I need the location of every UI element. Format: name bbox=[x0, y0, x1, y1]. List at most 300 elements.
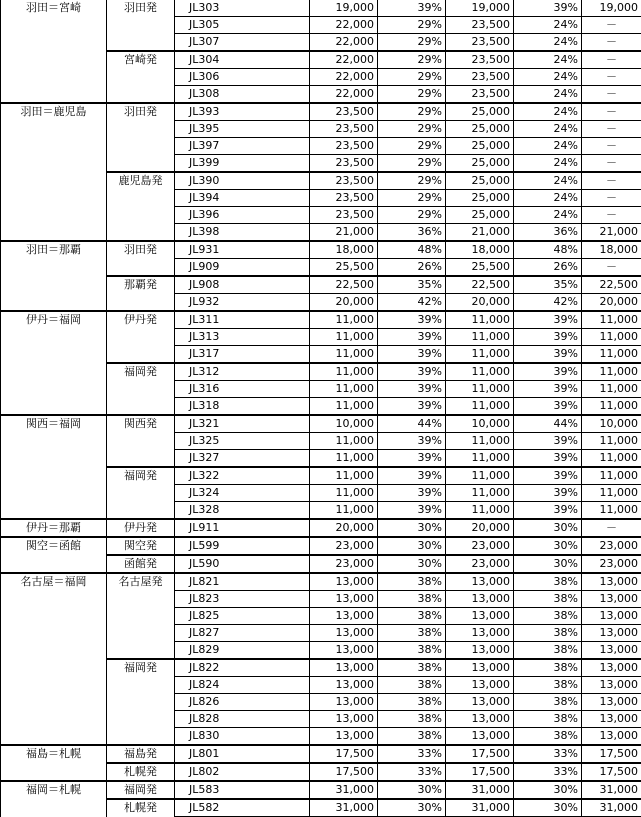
discount-rate: 39% bbox=[378, 329, 446, 346]
fare-value: 11,000 bbox=[310, 329, 378, 346]
fare-value: 13,000 bbox=[446, 591, 514, 608]
route-name: 羽田＝宮崎 bbox=[1, 0, 107, 103]
fare-value: 13,000 bbox=[310, 642, 378, 660]
discount-rate: 30% bbox=[514, 519, 582, 537]
direction-name: 那覇発 bbox=[107, 276, 175, 311]
direction-name: 伊丹発 bbox=[107, 311, 175, 363]
fare-value: 11,000 bbox=[446, 450, 514, 468]
route-name: 福岡＝札幌 bbox=[1, 781, 107, 817]
flight-number: JL909 bbox=[175, 259, 310, 277]
flight-number: JL307 bbox=[175, 34, 310, 52]
fare-value: 18,000 bbox=[310, 241, 378, 259]
route-name: 名古屋＝福岡 bbox=[1, 573, 107, 745]
flight-number: JL824 bbox=[175, 677, 310, 694]
discount-rate: 38% bbox=[514, 659, 582, 677]
flight-number: JL306 bbox=[175, 69, 310, 86]
fare-value: 25,000 bbox=[446, 138, 514, 155]
fare-value: 25,000 bbox=[446, 172, 514, 190]
discount-rate: 24% bbox=[514, 51, 582, 69]
fare-value: 21,000 bbox=[582, 224, 641, 242]
fare-value: 11,000 bbox=[446, 398, 514, 416]
table-row bbox=[1, 415, 641, 433]
fare-value: 25,000 bbox=[446, 121, 514, 138]
discount-rate: 35% bbox=[514, 276, 582, 294]
discount-rate: 29% bbox=[378, 86, 446, 104]
fare-value: 11,000 bbox=[446, 329, 514, 346]
fare-value: 23,500 bbox=[446, 51, 514, 69]
discount-rate: 29% bbox=[378, 103, 446, 121]
fare-value: 11,000 bbox=[310, 485, 378, 502]
fare-value: 11,000 bbox=[446, 346, 514, 364]
fare-value: 13,000 bbox=[310, 573, 378, 591]
discount-rate: 29% bbox=[378, 207, 446, 224]
discount-rate: 39% bbox=[378, 398, 446, 416]
direction-name: 関空発 bbox=[107, 537, 175, 555]
fare-value: 13,000 bbox=[582, 608, 641, 625]
discount-rate: 24% bbox=[514, 121, 582, 138]
fare-value: 31,000 bbox=[310, 799, 378, 817]
flight-number: JL583 bbox=[175, 781, 310, 799]
fare-value: 11,000 bbox=[310, 363, 378, 381]
flight-number: JL325 bbox=[175, 433, 310, 450]
discount-rate: 38% bbox=[378, 608, 446, 625]
fare-value: 11,000 bbox=[582, 381, 641, 398]
discount-rate: 38% bbox=[514, 608, 582, 625]
fare-value: － bbox=[582, 172, 641, 190]
discount-rate: 30% bbox=[514, 781, 582, 799]
direction-name: 福岡発 bbox=[107, 467, 175, 519]
fare-value: 13,000 bbox=[582, 677, 641, 694]
flight-number: JL318 bbox=[175, 398, 310, 416]
fare-value: 13,000 bbox=[582, 573, 641, 591]
fare-value: 31,000 bbox=[446, 781, 514, 799]
discount-rate: 48% bbox=[514, 241, 582, 259]
fare-value: 19,000 bbox=[446, 0, 514, 17]
fare-value: 11,000 bbox=[582, 363, 641, 381]
flight-number: JL823 bbox=[175, 591, 310, 608]
fare-value: 13,000 bbox=[582, 591, 641, 608]
direction-name: 函館発 bbox=[107, 555, 175, 573]
discount-rate: 30% bbox=[378, 519, 446, 537]
direction-name: 羽田発 bbox=[107, 0, 175, 51]
direction-name: 伊丹発 bbox=[107, 519, 175, 537]
fare-value: 11,000 bbox=[446, 363, 514, 381]
fare-value: 13,000 bbox=[582, 642, 641, 660]
route-name: 羽田＝鹿児島 bbox=[1, 103, 107, 241]
discount-rate: 24% bbox=[514, 172, 582, 190]
flight-number: JL827 bbox=[175, 625, 310, 642]
flight-number: JL390 bbox=[175, 172, 310, 190]
flight-number: JL911 bbox=[175, 519, 310, 537]
direction-name: 名古屋発 bbox=[107, 573, 175, 659]
discount-rate: 39% bbox=[378, 467, 446, 485]
fare-value: 17,500 bbox=[582, 763, 641, 781]
fare-value: 11,000 bbox=[310, 381, 378, 398]
table-row bbox=[1, 537, 641, 555]
discount-rate: 24% bbox=[514, 138, 582, 155]
flight-number: JL399 bbox=[175, 155, 310, 173]
discount-rate: 39% bbox=[378, 363, 446, 381]
flight-number: JL825 bbox=[175, 608, 310, 625]
fare-value: 13,000 bbox=[582, 659, 641, 677]
discount-rate: 39% bbox=[514, 0, 582, 17]
flight-number: JL397 bbox=[175, 138, 310, 155]
direction-name: 羽田発 bbox=[107, 241, 175, 276]
fare-value: 13,000 bbox=[310, 728, 378, 746]
discount-rate: 42% bbox=[378, 294, 446, 312]
fare-value: 23,500 bbox=[446, 17, 514, 34]
fare-value: 25,500 bbox=[446, 259, 514, 277]
fare-value: 10,000 bbox=[310, 415, 378, 433]
discount-rate: 44% bbox=[378, 415, 446, 433]
route-name: 関西＝福岡 bbox=[1, 415, 107, 519]
fare-value: 20,000 bbox=[582, 294, 641, 312]
table-row bbox=[1, 745, 641, 763]
discount-rate: 26% bbox=[378, 259, 446, 277]
fare-value: 13,000 bbox=[310, 711, 378, 728]
discount-rate: 38% bbox=[514, 728, 582, 746]
fare-value: 23,000 bbox=[310, 555, 378, 573]
flight-number: JL822 bbox=[175, 659, 310, 677]
fare-value: 19,000 bbox=[582, 0, 641, 17]
fare-value: 10,000 bbox=[582, 415, 641, 433]
fare-value: 23,000 bbox=[446, 555, 514, 573]
fare-value: 11,000 bbox=[582, 502, 641, 520]
fare-value: 13,000 bbox=[446, 677, 514, 694]
discount-rate: 38% bbox=[514, 573, 582, 591]
table-row bbox=[1, 241, 641, 259]
fare-value: 31,000 bbox=[310, 781, 378, 799]
discount-rate: 39% bbox=[514, 467, 582, 485]
discount-rate: 30% bbox=[378, 799, 446, 817]
fare-value: 11,000 bbox=[582, 329, 641, 346]
flight-number: JL305 bbox=[175, 17, 310, 34]
fare-value: 23,000 bbox=[310, 537, 378, 555]
fare-value: 21,000 bbox=[446, 224, 514, 242]
discount-rate: 39% bbox=[378, 485, 446, 502]
fare-value: 11,000 bbox=[582, 467, 641, 485]
fare-value: 11,000 bbox=[446, 311, 514, 329]
flight-number: JL308 bbox=[175, 86, 310, 104]
fare-value: 31,000 bbox=[446, 799, 514, 817]
route-name: 関空＝函館 bbox=[1, 537, 107, 573]
discount-rate: 29% bbox=[378, 69, 446, 86]
discount-rate: 39% bbox=[514, 485, 582, 502]
fare-value: 23,500 bbox=[446, 86, 514, 104]
discount-rate: 39% bbox=[378, 0, 446, 17]
fare-value: 13,000 bbox=[582, 728, 641, 746]
discount-rate: 24% bbox=[514, 103, 582, 121]
flight-number: JL828 bbox=[175, 711, 310, 728]
fare-value: 19,000 bbox=[310, 0, 378, 17]
fare-value: 22,500 bbox=[310, 276, 378, 294]
discount-rate: 35% bbox=[378, 276, 446, 294]
discount-rate: 24% bbox=[514, 34, 582, 52]
flight-number: JL394 bbox=[175, 190, 310, 207]
flight-number: JL328 bbox=[175, 502, 310, 520]
fare-value: 22,000 bbox=[310, 69, 378, 86]
fare-value: 22,000 bbox=[310, 17, 378, 34]
fare-value: 23,000 bbox=[582, 537, 641, 555]
flight-number: JL801 bbox=[175, 745, 310, 763]
direction-name: 羽田発 bbox=[107, 103, 175, 172]
direction-name: 福岡発 bbox=[107, 781, 175, 799]
fare-value: － bbox=[582, 34, 641, 52]
fare-value: 22,500 bbox=[446, 276, 514, 294]
discount-rate: 38% bbox=[378, 591, 446, 608]
fare-value: 13,000 bbox=[446, 659, 514, 677]
discount-rate: 39% bbox=[378, 311, 446, 329]
discount-rate: 38% bbox=[514, 711, 582, 728]
discount-rate: 38% bbox=[378, 625, 446, 642]
fare-value: 23,000 bbox=[582, 555, 641, 573]
fare-value: 13,000 bbox=[582, 711, 641, 728]
fare-value: 20,000 bbox=[310, 294, 378, 312]
discount-rate: 30% bbox=[514, 555, 582, 573]
fare-value: 13,000 bbox=[582, 625, 641, 642]
discount-rate: 30% bbox=[378, 537, 446, 555]
route-name: 羽田＝那覇 bbox=[1, 241, 107, 311]
fare-value: 11,000 bbox=[446, 467, 514, 485]
discount-rate: 38% bbox=[378, 642, 446, 660]
fare-value: 23,500 bbox=[310, 155, 378, 173]
table-row bbox=[1, 573, 641, 591]
fare-value: 13,000 bbox=[446, 608, 514, 625]
fare-value: 22,000 bbox=[310, 51, 378, 69]
fare-value: 25,000 bbox=[446, 103, 514, 121]
discount-rate: 39% bbox=[514, 398, 582, 416]
fare-value: 13,000 bbox=[446, 694, 514, 711]
direction-name: 関西発 bbox=[107, 415, 175, 467]
direction-name: 福岡発 bbox=[107, 363, 175, 415]
discount-rate: 39% bbox=[378, 502, 446, 520]
fare-value: 11,000 bbox=[582, 346, 641, 364]
route-name: 伊丹＝福岡 bbox=[1, 311, 107, 415]
discount-rate: 24% bbox=[514, 17, 582, 34]
flight-number: JL829 bbox=[175, 642, 310, 660]
discount-rate: 38% bbox=[514, 591, 582, 608]
fare-value: 13,000 bbox=[446, 728, 514, 746]
fare-value: 13,000 bbox=[310, 591, 378, 608]
discount-rate: 39% bbox=[514, 450, 582, 468]
table-row bbox=[1, 311, 641, 329]
direction-name: 札幌発 bbox=[107, 799, 175, 817]
flight-number: JL311 bbox=[175, 311, 310, 329]
discount-rate: 29% bbox=[378, 34, 446, 52]
fare-value: 23,000 bbox=[446, 537, 514, 555]
fare-value: 22,000 bbox=[310, 34, 378, 52]
fare-value: 11,000 bbox=[446, 381, 514, 398]
flight-number: JL322 bbox=[175, 467, 310, 485]
discount-rate: 48% bbox=[378, 241, 446, 259]
direction-name: 宮崎発 bbox=[107, 51, 175, 103]
fare-value: 23,500 bbox=[446, 34, 514, 52]
fare-value: 13,000 bbox=[446, 642, 514, 660]
fare-value: 13,000 bbox=[446, 573, 514, 591]
discount-rate: 42% bbox=[514, 294, 582, 312]
flight-number: JL396 bbox=[175, 207, 310, 224]
discount-rate: 39% bbox=[378, 450, 446, 468]
fare-value: － bbox=[582, 190, 641, 207]
discount-rate: 29% bbox=[378, 190, 446, 207]
flight-number: JL304 bbox=[175, 51, 310, 69]
fare-value: 20,000 bbox=[446, 294, 514, 312]
discount-rate: 39% bbox=[514, 346, 582, 364]
fare-value: － bbox=[582, 69, 641, 86]
flight-number: JL324 bbox=[175, 485, 310, 502]
flight-number: JL327 bbox=[175, 450, 310, 468]
flight-number: JL312 bbox=[175, 363, 310, 381]
fare-value: － bbox=[582, 259, 641, 277]
route-name: 福島＝札幌 bbox=[1, 745, 107, 781]
discount-rate: 39% bbox=[378, 433, 446, 450]
fare-value: 23,500 bbox=[310, 121, 378, 138]
discount-rate: 39% bbox=[514, 311, 582, 329]
fare-value: 22,500 bbox=[582, 276, 641, 294]
fare-value: 31,000 bbox=[582, 799, 641, 817]
fare-value: － bbox=[582, 51, 641, 69]
fare-value: 17,500 bbox=[446, 763, 514, 781]
discount-rate: 38% bbox=[378, 659, 446, 677]
discount-rate: 29% bbox=[378, 138, 446, 155]
discount-rate: 39% bbox=[514, 329, 582, 346]
fare-value: 20,000 bbox=[446, 519, 514, 537]
table-row bbox=[1, 781, 641, 799]
fare-value: 11,000 bbox=[310, 346, 378, 364]
fare-value: 17,500 bbox=[310, 763, 378, 781]
discount-rate: 24% bbox=[514, 190, 582, 207]
discount-rate: 24% bbox=[514, 207, 582, 224]
fare-value: 11,000 bbox=[446, 485, 514, 502]
flight-number: JL590 bbox=[175, 555, 310, 573]
direction-name: 福島発 bbox=[107, 745, 175, 763]
flight-number: JL582 bbox=[175, 799, 310, 817]
fare-value: 25,000 bbox=[446, 207, 514, 224]
fare-value: － bbox=[582, 103, 641, 121]
fare-value: 11,000 bbox=[310, 433, 378, 450]
discount-rate: 39% bbox=[378, 381, 446, 398]
fare-value: 13,000 bbox=[310, 694, 378, 711]
flight-number: JL932 bbox=[175, 294, 310, 312]
fare-value: － bbox=[582, 138, 641, 155]
discount-rate: 30% bbox=[514, 799, 582, 817]
table-row bbox=[1, 0, 641, 17]
fare-value: 11,000 bbox=[446, 502, 514, 520]
discount-rate: 36% bbox=[378, 224, 446, 242]
fare-value: 23,500 bbox=[310, 172, 378, 190]
discount-rate: 38% bbox=[514, 677, 582, 694]
fare-value: － bbox=[582, 17, 641, 34]
fare-value: 11,000 bbox=[582, 311, 641, 329]
direction-name: 福岡発 bbox=[107, 659, 175, 745]
fare-value: 13,000 bbox=[446, 625, 514, 642]
discount-rate: 38% bbox=[378, 728, 446, 746]
flight-number: JL802 bbox=[175, 763, 310, 781]
discount-rate: 29% bbox=[378, 155, 446, 173]
fare-value: 25,000 bbox=[446, 155, 514, 173]
flight-number: JL821 bbox=[175, 573, 310, 591]
discount-rate: 44% bbox=[514, 415, 582, 433]
flight-number: JL316 bbox=[175, 381, 310, 398]
fare-value: 11,000 bbox=[446, 433, 514, 450]
route-name: 伊丹＝那覇 bbox=[1, 519, 107, 537]
fare-value: 25,500 bbox=[310, 259, 378, 277]
fare-value: 20,000 bbox=[310, 519, 378, 537]
fare-value: 17,500 bbox=[582, 745, 641, 763]
fare-value: 11,000 bbox=[310, 502, 378, 520]
discount-rate: 30% bbox=[514, 537, 582, 555]
fare-value: 13,000 bbox=[310, 659, 378, 677]
fare-value: 17,500 bbox=[446, 745, 514, 763]
direction-name: 札幌発 bbox=[107, 763, 175, 781]
discount-rate: 36% bbox=[514, 224, 582, 242]
discount-rate: 33% bbox=[514, 745, 582, 763]
discount-rate: 38% bbox=[378, 573, 446, 591]
fare-value: － bbox=[582, 207, 641, 224]
fare-value: 11,000 bbox=[310, 398, 378, 416]
discount-rate: 30% bbox=[378, 555, 446, 573]
discount-rate: 26% bbox=[514, 259, 582, 277]
fare-value: － bbox=[582, 121, 641, 138]
flight-number: JL303 bbox=[175, 0, 310, 17]
fare-value: 23,500 bbox=[310, 138, 378, 155]
fare-value: 11,000 bbox=[582, 398, 641, 416]
fare-value: 23,500 bbox=[310, 103, 378, 121]
fare-value: 11,000 bbox=[310, 450, 378, 468]
discount-rate: 33% bbox=[514, 763, 582, 781]
fare-value: 13,000 bbox=[446, 711, 514, 728]
fare-value: 11,000 bbox=[310, 311, 378, 329]
fare-value: 10,000 bbox=[446, 415, 514, 433]
fare-value: 11,000 bbox=[582, 433, 641, 450]
flight-number: JL321 bbox=[175, 415, 310, 433]
discount-rate: 30% bbox=[378, 781, 446, 799]
fare-value: － bbox=[582, 519, 641, 537]
discount-rate: 29% bbox=[378, 172, 446, 190]
fare-value: 13,000 bbox=[310, 608, 378, 625]
discount-rate: 39% bbox=[514, 363, 582, 381]
fare-value: 13,000 bbox=[310, 625, 378, 642]
discount-rate: 24% bbox=[514, 86, 582, 104]
flight-number: JL599 bbox=[175, 537, 310, 555]
discount-rate: 38% bbox=[378, 711, 446, 728]
fare-value: － bbox=[582, 86, 641, 104]
discount-rate: 33% bbox=[378, 763, 446, 781]
discount-rate: 38% bbox=[378, 694, 446, 711]
fare-value: 13,000 bbox=[310, 677, 378, 694]
discount-rate: 29% bbox=[378, 17, 446, 34]
fare-value: 21,000 bbox=[310, 224, 378, 242]
flight-number: JL395 bbox=[175, 121, 310, 138]
discount-rate: 29% bbox=[378, 51, 446, 69]
flight-number: JL908 bbox=[175, 276, 310, 294]
direction-name: 鹿児島発 bbox=[107, 172, 175, 241]
discount-rate: 38% bbox=[378, 677, 446, 694]
fare-value: 13,000 bbox=[582, 694, 641, 711]
fare-value: 31,000 bbox=[582, 781, 641, 799]
table-row bbox=[1, 519, 641, 537]
discount-rate: 33% bbox=[378, 745, 446, 763]
fare-value: － bbox=[582, 155, 641, 173]
flight-number: JL317 bbox=[175, 346, 310, 364]
flight-number: JL826 bbox=[175, 694, 310, 711]
discount-rate: 39% bbox=[514, 381, 582, 398]
fare-value: 23,500 bbox=[310, 207, 378, 224]
fare-value: 25,000 bbox=[446, 190, 514, 207]
flight-number: JL830 bbox=[175, 728, 310, 746]
fare-value: 23,500 bbox=[446, 69, 514, 86]
fare-value: 18,000 bbox=[446, 241, 514, 259]
